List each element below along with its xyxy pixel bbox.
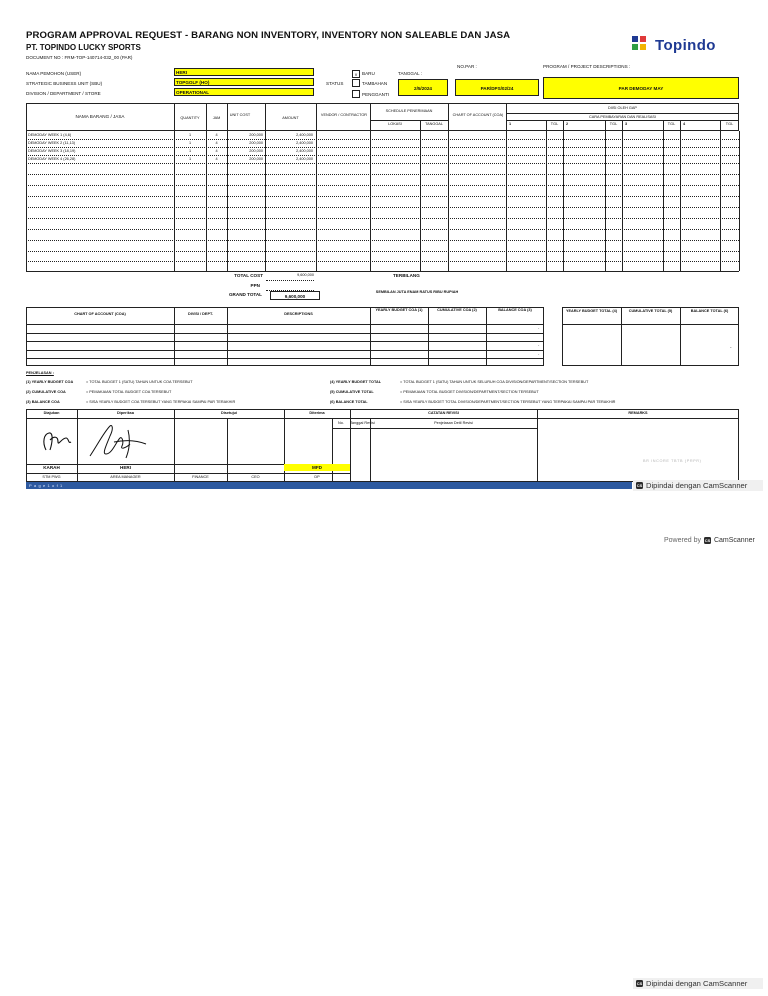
camscanner-badge-bottom (633, 978, 763, 989)
item-row-3-unit-cost: 200,000 (249, 149, 263, 153)
pay-2-number: 2 (566, 122, 569, 126)
item-row-4-name: DEMODAY WEEK 4 (26,28) (28, 157, 76, 161)
col-coa: CHART OF ACCOUNT (COA) (452, 113, 504, 117)
ppn-label: PPN (250, 283, 260, 288)
status-baru-checkbox[interactable]: v (352, 70, 360, 78)
col-jam: JAM (212, 116, 221, 120)
approval-diperiksa-header: Diperiksa (116, 411, 135, 415)
approver-1-title: STM PWG (42, 475, 61, 479)
approver-5-name: MFD (312, 465, 322, 470)
pay-4-tgl: TGL (725, 122, 734, 126)
item-row-4-unit-cost: 200,000 (249, 157, 263, 161)
balance-total-value: - (730, 345, 732, 350)
col-tanggal: TANGGAL (425, 122, 443, 126)
coa-col-account: CHART OF ACCOUNT (COA) (74, 312, 126, 316)
date-field[interactable]: 2/5/2024 (398, 79, 448, 96)
approver-2-title: AREA MANAGER (110, 475, 141, 479)
item-row-4-amount: 2,400,000 (296, 157, 313, 161)
penjelasan-3-text: = SISA YEARLY BUDGET COA TERSEBUT YANG TERPAKAI SAMPAI PAR TERAKHIR (86, 400, 236, 404)
col-lokasi: LOKASI (388, 122, 402, 126)
col-quantity: QUANTITY (180, 116, 200, 120)
applicant-name-label: NAMA PEMOHON (USER) (26, 71, 82, 76)
item-row-3-qty: 1 (188, 149, 192, 153)
coa-col-descriptions: DESCRIPTIONS (284, 312, 313, 316)
item-row-2-jam: 4 (215, 141, 218, 145)
no-par-field[interactable]: PAR/DPS/02/24 (455, 79, 539, 96)
status-pengganti-label: PENGGANTI (362, 92, 390, 97)
total-cost-label: TOTAL COST (234, 273, 263, 278)
penjelasan-1-label: (1) YEARLY BUDGET COA (26, 380, 74, 384)
item-row-1-amount: 2,400,000 (296, 133, 313, 137)
item-row-4-jam: 4 (215, 157, 218, 161)
approver-1-name: KARAH (43, 465, 60, 470)
penjelasan-6-label: (6) BALANCE TOTAL (330, 400, 368, 404)
terbilang-value: SEMBILAN JUTA ENAM RATUS RIBU RUPIAH (375, 290, 459, 294)
coa-dash: - (538, 343, 540, 347)
approver-5-title: DP (314, 475, 320, 479)
item-row-2-unit-cost: 200,000 (249, 141, 263, 145)
cumulative-total-header: CUMULATIVE TOTAL (5) (628, 309, 673, 313)
balance-total-header: BALANCE TOTAL (6) (690, 309, 729, 313)
penjelasan-3-label: (3) BALANCE COA (26, 400, 60, 404)
pay-1-tgl: TGL (550, 122, 559, 126)
approver-3-title: FINANCE (192, 475, 209, 479)
pay-3-number: 3 (625, 122, 628, 126)
penjelasan-4-label: (4) YEARLY BUDGET TOTAL (330, 380, 382, 384)
penjelasan-4-text: = TOTAL BUDGET 1 (SATU) TAHUN UNTUK SELURUH COA DIVISION/DEPARTMENT/SECTION TERSEBUT (400, 380, 589, 384)
item-row-2-qty: 1 (188, 141, 192, 145)
coa-col-cumulative: CUMULATIVE COA (2) (437, 308, 477, 312)
pay-3-tgl: TGL (667, 122, 676, 126)
item-row-1-unit-cost: 200,000 (249, 133, 263, 137)
revisi-penjelasan-header: Penjelasan Detil Revisi (434, 421, 473, 425)
approver-4-title: CEO (251, 475, 260, 479)
penjelasan-title: PENJELASAN : (26, 371, 54, 375)
grand-total-value: 9,600,000 (270, 291, 320, 300)
budget-total-table (562, 307, 739, 366)
coa-col-yearly: YEARLY BUDGET COA (1) (375, 308, 423, 312)
division-field[interactable]: OPERATIONAL (174, 88, 314, 96)
powered-by-brand: CamScanner (713, 537, 755, 544)
topindo-logo (632, 36, 742, 56)
col-cara-pembayaran: CARA PEMBAYARAN DAN REALISASI (589, 115, 656, 119)
col-schedule: SCHEDULE PENERIMAAN (385, 109, 433, 113)
faint-stamp-text: BR INCORE TBTB (PRPR) (643, 459, 702, 463)
item-row-2-name: DEMODAY WEEK 2 (11,13) (28, 141, 76, 145)
company-name: PT. TOPINDO LUCKY SPORTS (26, 43, 141, 52)
coa-dash: - (538, 352, 540, 356)
item-row-3-name: DEMODAY WEEK 3 (18,19) (28, 149, 76, 153)
division-label: DIVISION / DEPARTMENT / STORE (26, 91, 101, 96)
camscanner-icon: CS (636, 981, 643, 986)
applicant-name-field[interactable]: HERI (174, 68, 314, 76)
logo-square-icon (640, 36, 646, 42)
penjelasan-6-text: = SISA YEARLY BUDGET TOTAL DIVISION/DEPARTMENT/SECTION TERSEBUT YANG TERPAKAI SAMPAI PAR TERAKHIR (400, 400, 616, 404)
program-field[interactable]: PAR DEMODAY MAY (543, 77, 739, 99)
status-tambahan-label: TAMBAHAN (362, 81, 388, 86)
ppn-value (266, 284, 314, 291)
signature-heri (84, 420, 156, 464)
logo-text: Topindo (655, 37, 716, 54)
camscanner-text: Dipindai dengan CamScanner (646, 481, 748, 490)
sbu-field[interactable]: TOPGOLF (HO) (174, 78, 314, 86)
camscanner-icon: CS (636, 483, 643, 488)
penjelasan-5-text: = PEMAKAIAN TOTAL BUDGET DIVISION/DEPARTMENT/SECTION TERSEBUT (400, 390, 539, 394)
col-nama-barang: NAMA BARANG / JASA (75, 114, 125, 119)
approval-disetujui-header: Disetujui (220, 411, 238, 415)
item-row-1-qty: 1 (188, 133, 192, 137)
catatan-revisi-header: CATATAN REVISI (428, 411, 459, 415)
pay-1-number: 1 (509, 122, 512, 126)
item-row-1-name: DEMODAY WEEK 1 (4,6) (28, 133, 72, 137)
item-row-1-jam: 4 (215, 133, 218, 137)
pay-4-number: 4 (683, 122, 686, 126)
remarks-header: REMARKS (628, 411, 648, 415)
camscanner-text: Dipindai dengan CamScanner (646, 979, 748, 988)
sbu-label: STRATEGIC BUSINESS UNIT (SBU) (26, 81, 103, 86)
penjelasan-2-text: = PEMAKAIAN TOTAL BUDGET COA TERSEBUT (86, 390, 172, 394)
col-unit-cost: UNIT COST (229, 113, 251, 117)
revisi-tanggal-header: Tanggal Revisi (350, 421, 375, 425)
revisi-no-header: No. (338, 421, 344, 425)
status-label: STATUS (326, 81, 344, 86)
approver-2-name: HERI (120, 465, 131, 470)
col-diisi-gap: DIISI OLEH GAP (608, 106, 637, 110)
camscanner-icon: CS (704, 538, 711, 543)
penjelasan-1-text: = TOTAL BUDGET 1 (SATU) TAHUN UNTUK COA TERSEBUT (86, 380, 193, 384)
logo-square-icon (632, 44, 638, 50)
signature-karah (36, 428, 76, 456)
logo-square-icon (640, 44, 646, 50)
form-title: PROGRAM APPROVAL REQUEST - BARANG NON INVENTORY, INVENTORY NON SALEABLE DAN JASA (26, 30, 511, 41)
item-row-4-qty: 1 (188, 157, 192, 161)
powered-by (664, 537, 755, 544)
yearly-budget-total-header: YEARLY BUDGET TOTAL (4) (565, 309, 618, 313)
no-par-label: NO.PAR : (457, 64, 477, 69)
col-amount: AMOUNT (282, 116, 299, 120)
status-pengganti-checkbox[interactable] (352, 90, 360, 98)
logo-square-icon (632, 36, 638, 42)
terbilang-label: TERBILANG (393, 273, 420, 278)
penjelasan-2-label: (2) CUMULATIVE COA (26, 390, 66, 394)
date-label: TANGGAL : (398, 71, 422, 76)
approval-diajukan-header: Diajukan (43, 411, 60, 415)
coa-col-divisi: DIVISI / DEPT. (188, 312, 213, 316)
pay-2-tgl: TGL (609, 122, 618, 126)
item-row-3-jam: 4 (215, 149, 218, 153)
penjelasan-5-label: (5) CUMULATIVE TOTAL (330, 390, 374, 394)
status-tambahan-checkbox[interactable] (352, 79, 360, 87)
coa-col-balance: BALANCE COA (3) (498, 308, 532, 312)
camscanner-badge (633, 480, 763, 491)
item-row-2-amount: 2,400,000 (296, 141, 313, 145)
coa-dash: - (538, 326, 540, 330)
status-baru-label: BARU (362, 71, 375, 76)
document-number: DOCUMENT NO : FRM-TOP-140714-032_00 (PAR) (26, 55, 133, 60)
powered-by-label: Powered by (664, 537, 701, 544)
grand-total-label: GRAND TOTAL (228, 292, 262, 297)
approval-diterima-header: Diterima (309, 411, 325, 415)
program-label: PROGRAM / PROJECT DESCRIPTIONS : (543, 64, 631, 69)
page-indicator: P a g e 1 o f 1 (26, 482, 632, 489)
item-row-3-amount: 2,400,000 (296, 149, 313, 153)
total-cost-value: 9,600,000 (266, 273, 314, 281)
col-vendor: VENDOR / CONTRACTOR (320, 113, 368, 117)
